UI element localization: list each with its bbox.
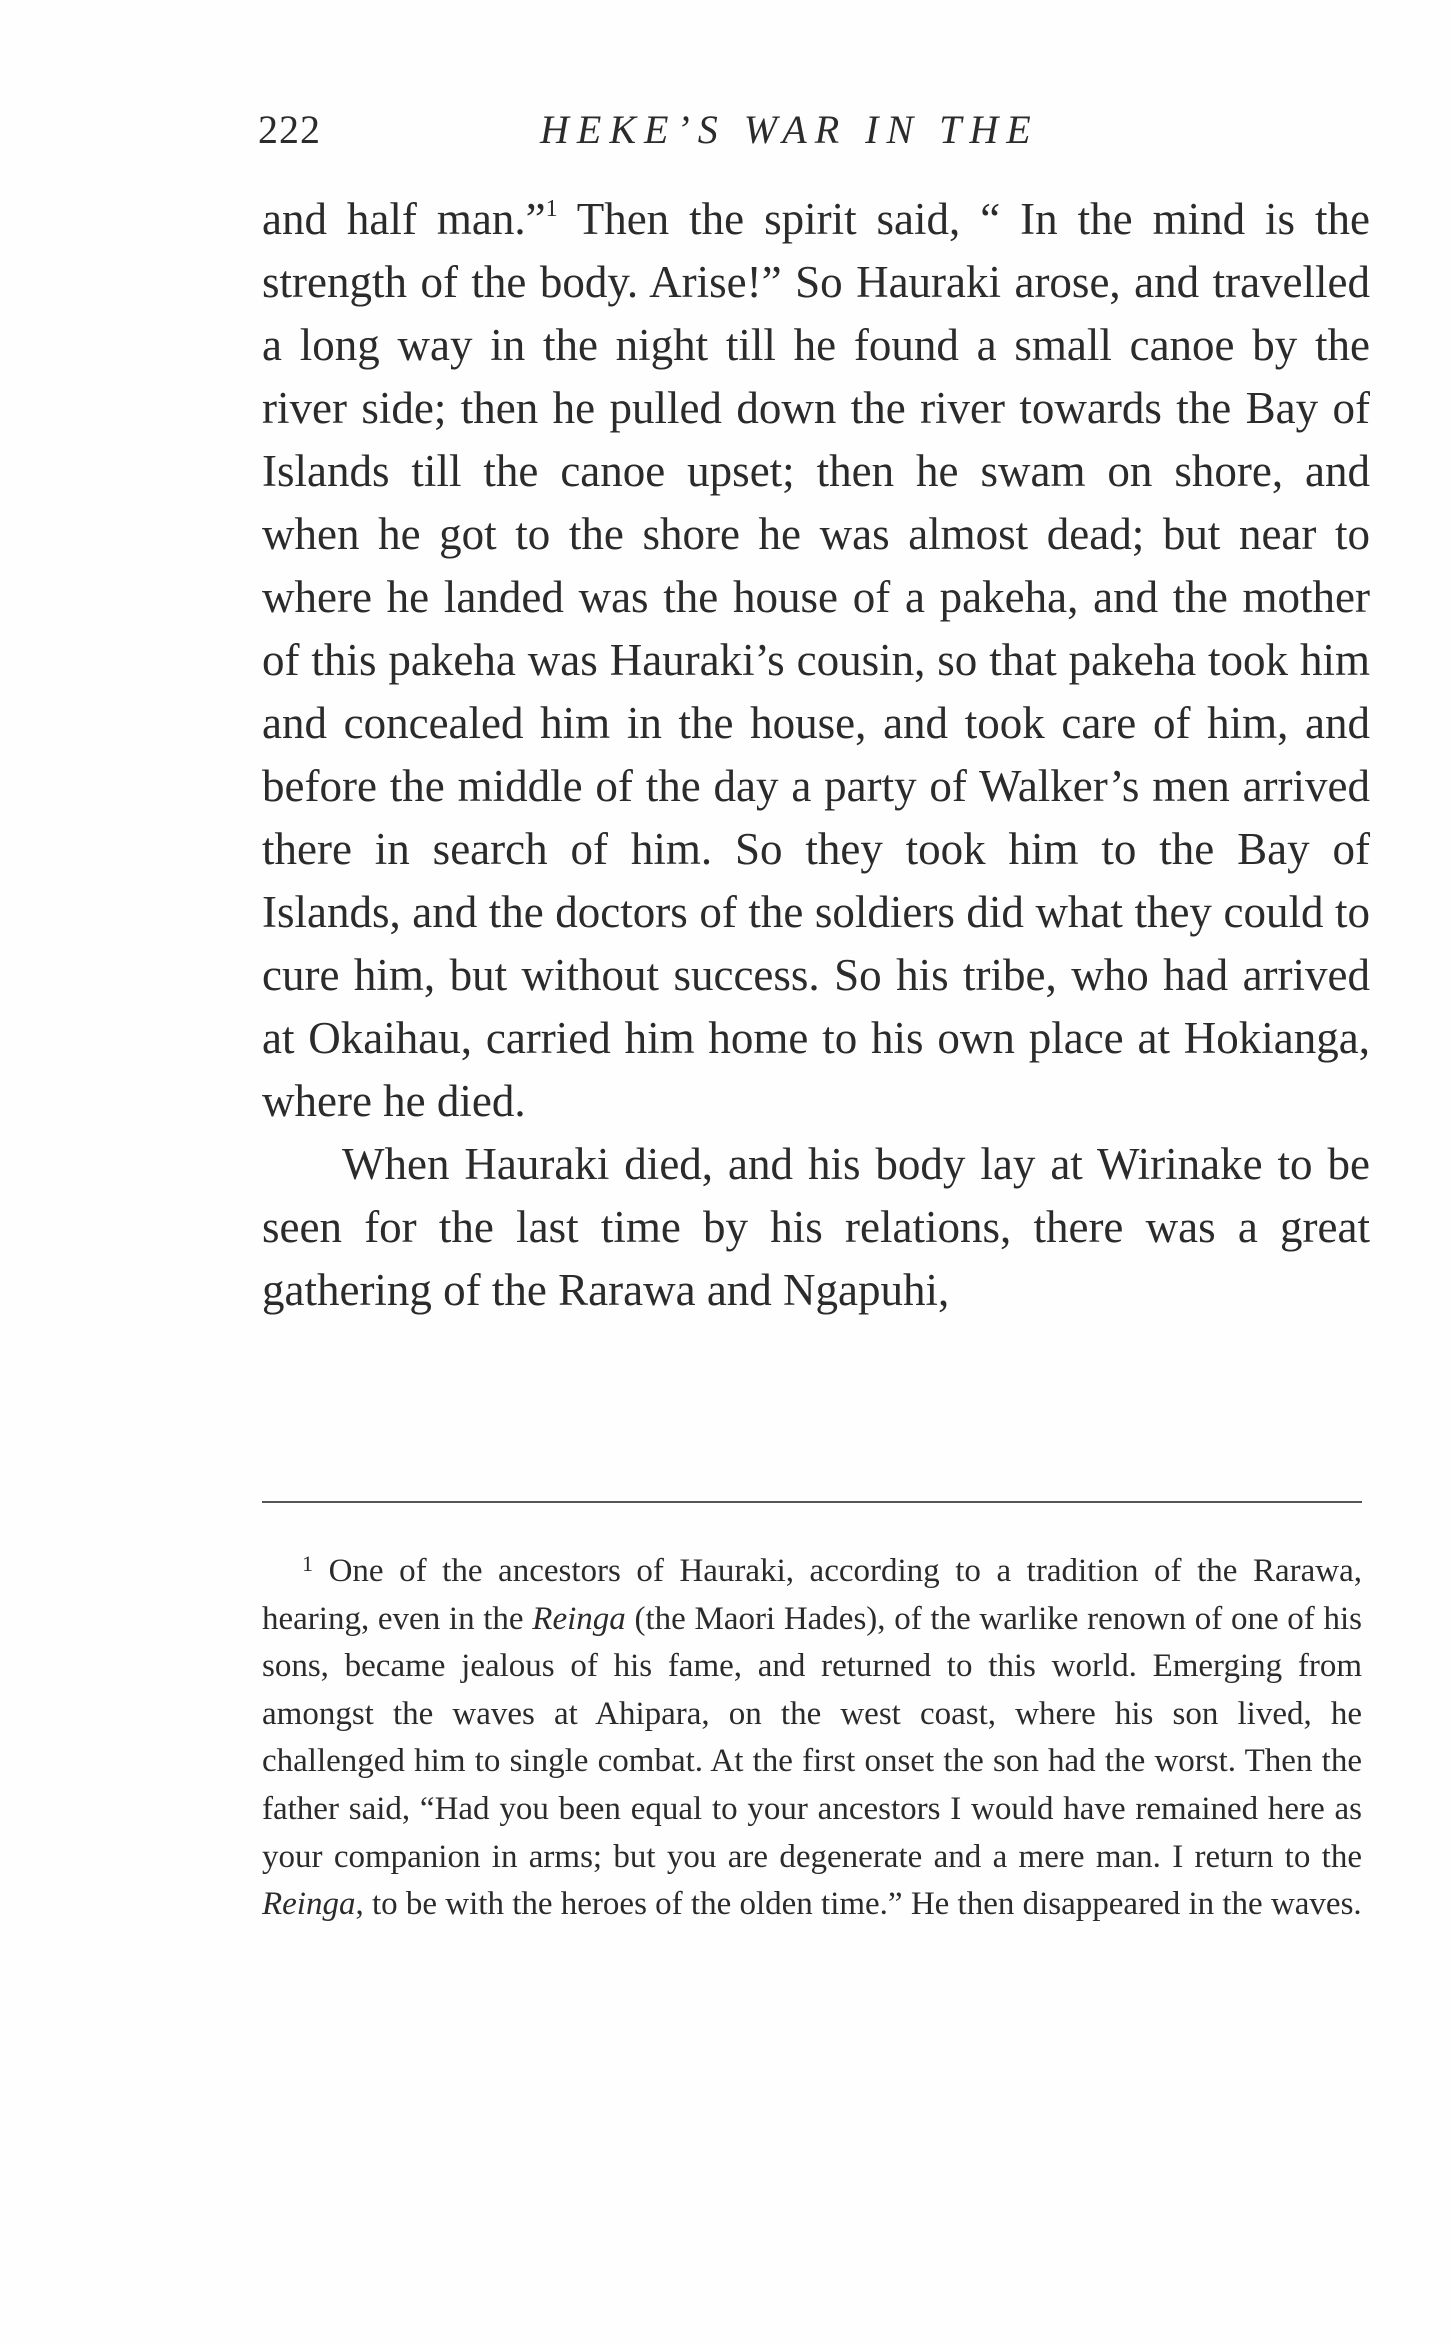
paragraph: When Hauraki died, and his body lay at Wirinake to be seen for the last time by his relations, there was a great gathering of the Rarawa and Ngapuhi, <box>262 1139 1370 1315</box>
page-header <box>258 106 1108 156</box>
running-title: HEKE’S WAR IN THE <box>540 107 1039 152</box>
paragraph-text-rest: Then the spirit said, “ In the mind is the strength of the body. Arise!” So Hauraki arose, and travelled a long way in the night till he found a small canoe by the river side; then he pulled down the river towards the Bay of Islands till the canoe upset; then he swam on shore, and when he got to the shore he was almost dead; but near to where he landed was the house of a pakeha, and the mother of this pakeha was Hauraki’s cousin, so that pakeha took him and concealed him in the house, and took care of him, and before the middle of the day a party of Walker’s men arrived there in search of him. So they took him to the Bay of Islands, and the doctors of the soldiers did what they could to cure him, but without success. So his tribe, who had arrived at Okaihau, carried him home to his own place at Hokianga, where he died. <box>262 194 1370 1126</box>
footnote-italic-term: Reinga <box>532 1600 626 1637</box>
footnote-text: , to be with the heroes of the olden time.” He then disappeared in the waves. <box>355 1886 1362 1923</box>
footnote <box>262 1548 1362 1929</box>
footnote-marker: 1 <box>302 1551 313 1576</box>
footnote-text: One of the ancestors of Hauraki, according to a tradition of the Rarawa, hearing, even in the <box>262 1553 1362 1637</box>
page-number: 222 <box>258 107 321 152</box>
main-text <box>262 188 1370 1322</box>
paragraph-text-start: and half man.” <box>262 194 546 244</box>
footnote-divider <box>262 1501 1362 1503</box>
paragraph-continued <box>262 188 1370 1133</box>
footnote-reference: 1 <box>545 196 558 222</box>
footnote-text: (the Maori Hades), of the warlike renown of one of his sons, became jealous of his fame, and returned to this world. Emerging from amongst the waves at Ahipara, on the west coast, where his son lived, he challenged him to single combat. At the first onset the son had the worst. Then the father said, “Had you been equal to your ancestors I would have remained here as your companion in arms; but you are degenerate and a mere man. I return to the <box>262 1600 1362 1875</box>
footnote-italic-term: Reinga <box>262 1886 356 1923</box>
